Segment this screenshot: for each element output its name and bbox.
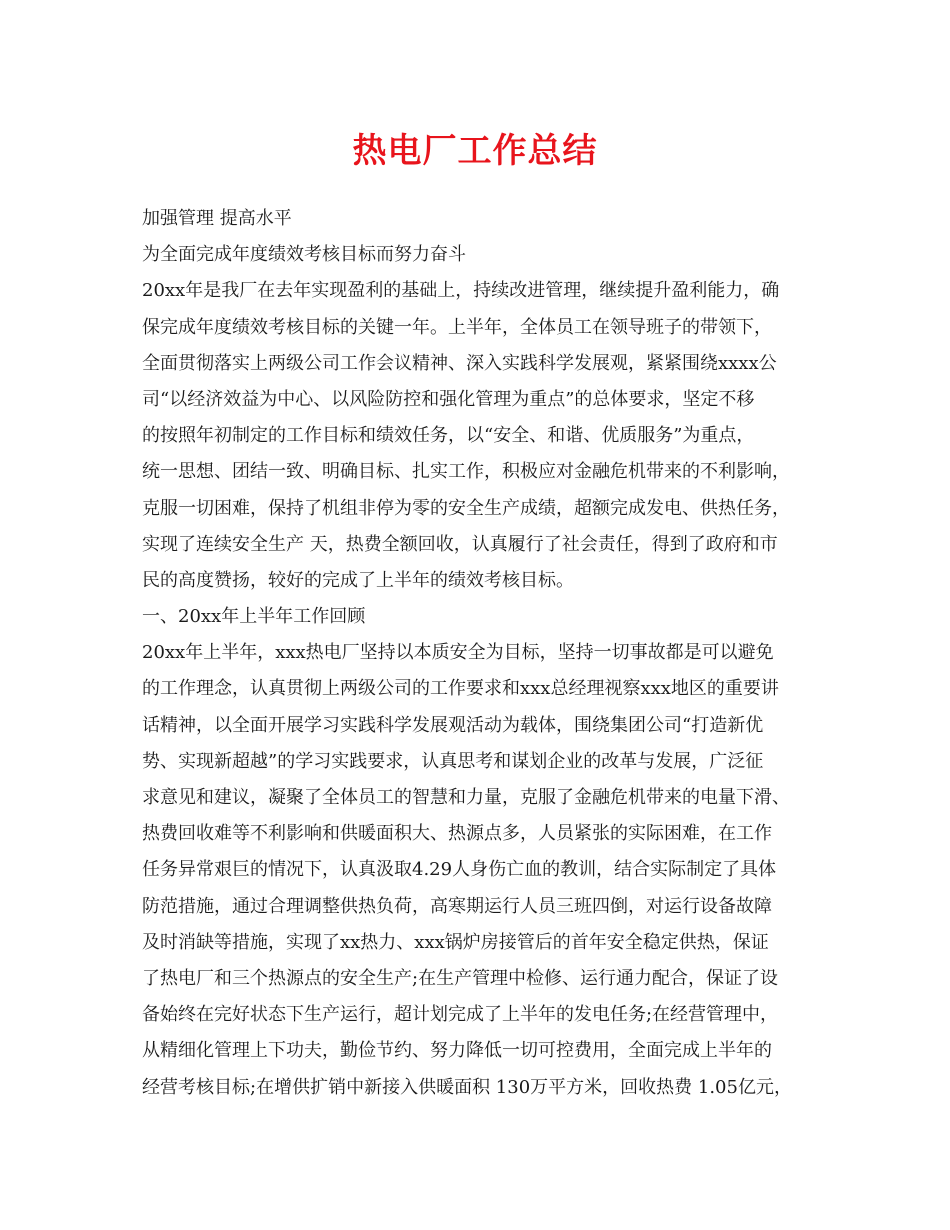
text-line: 全面贯彻落实上两级公司工作会议精神、深入实践科学发展观，紧紧围绕xxxx公 xyxy=(142,352,777,374)
text-line: 热费回收难等不利影响和供暖面积大、热源点多，人员紧张的实际困难，在工作 xyxy=(142,823,772,845)
text-line: 保完成年度绩效考核目标的关键一年。上半年，全体员工在领导班子的带领下， xyxy=(142,316,772,338)
text-line: 司“以经济效益为中心、以风险防控和强化管理为重点”的总体要求，坚定不移 xyxy=(142,388,755,410)
text-line: 话精神，以全面开展学习实践科学发展观活动为载体，围绕集团公司“打造新优 xyxy=(142,714,764,736)
text-line: 及时消缺等措施，实现了xx热力、xxx锅炉房接管后的首年安全稳定供热，保证 xyxy=(142,931,769,953)
text-line: 的工作理念，认真贯彻上两级公司的工作要求和xxx总经理视察xxx地区的重要讲 xyxy=(142,678,779,700)
document-body xyxy=(142,201,822,1106)
text-line: 经营考核目标;在增供扩销中新接入供暖面积 130万平方米，回收热费 1.05亿元， xyxy=(142,1076,792,1098)
text-line: 势、实现新超越”的学习实践要求，认真思考和谋划企业的改革与发展，广泛征 xyxy=(142,750,764,772)
text-line: 一、20xx年上半年工作回顾 xyxy=(142,606,366,628)
text-line: 为全面完成年度绩效考核目标而努力奋斗 xyxy=(142,244,466,266)
text-line: 实现了连续安全生产 天，热费全额回收，认真履行了社会责任，得到了政府和市 xyxy=(142,533,778,555)
document-title: 热电厂工作总结 xyxy=(352,131,598,171)
text-line: 任务异常艰巨的情况下，认真汲取4.29人身伤亡血的教训，结合实际制定了具体 xyxy=(142,859,777,881)
text-line: 的按照年初制定的工作目标和绩效任务，以“安全、和谐、优质服务”为重点， xyxy=(142,425,755,447)
text-line: 加强管理 提高水平 xyxy=(142,208,292,229)
text-line: 从精细化管理上下功夫，勤俭节约、努力降低一切可控费用，全面完成上半年的 xyxy=(142,1040,772,1062)
text-line: 备始终在完好状态下生产运行，超计划完成了上半年的发电任务;在经营管理中， xyxy=(142,1004,779,1026)
text-line: 防范措施，通过合理调整供热负荷，高寒期运行人员三班四倒，对运行设备故障 xyxy=(142,895,772,917)
text-line: 克服一切困难，保持了机组非停为零的安全生产成绩，超额完成发电、供热任务， xyxy=(142,497,790,519)
text-line: 了热电厂和三个热源点的安全生产;在生产管理中检修、运行通力配合，保证了设 xyxy=(142,967,779,989)
text-line: 求意见和建议，凝聚了全体员工的智慧和力量，克服了金融危机带来的电量下滑、 xyxy=(142,787,790,808)
text-line: 20xx年上半年，xxx热电厂坚持以本质安全为目标，坚持一切事故都是可以避免 xyxy=(142,642,774,664)
text-line: 统一思想、团结一致、明确目标、扎实工作，积极应对金融危机带来的不利影响， xyxy=(142,461,790,483)
text-line: 20xx年是我厂在去年实现盈利的基础上，持续改进管理，继续提升盈利能力，确 xyxy=(142,280,780,302)
text-line: 民的高度赞扬，较好的完成了上半年的绩效考核目标。 xyxy=(142,569,574,591)
